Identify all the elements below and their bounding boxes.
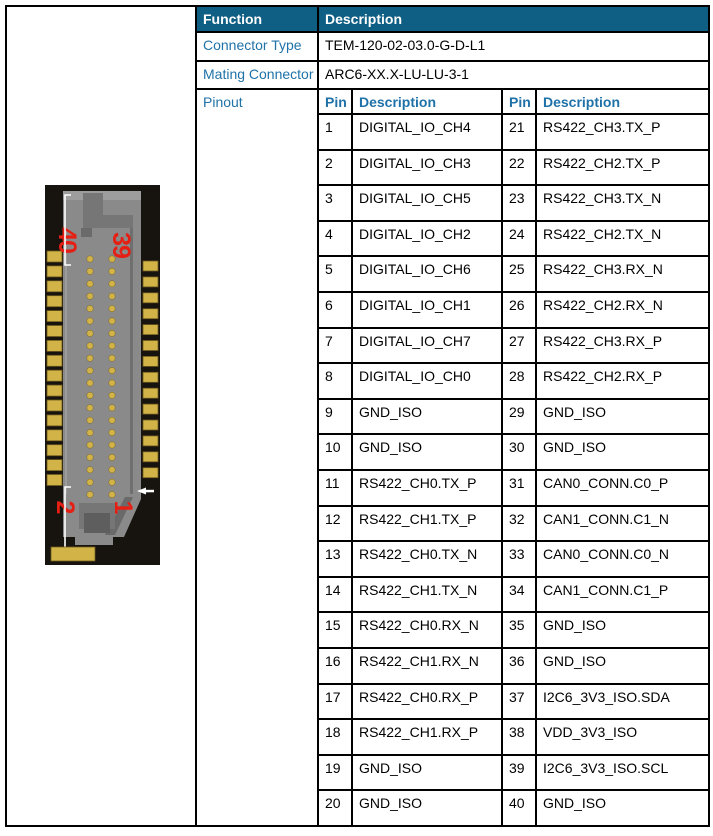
pin-number-cell: 35 [502,612,536,648]
pin-description-cell: RS422_CH2.RX_P [536,363,709,399]
pin-number-cell: 36 [502,648,536,684]
connector-photo [45,185,160,565]
pin-number-cell: 31 [502,470,536,506]
pin-number-cell: 11 [318,470,352,506]
pin-description-cell: RS422_CH1.RX_N [352,648,502,684]
pin-description-cell: DIGITAL_IO_CH5 [352,185,502,221]
pin-number-cell: 8 [318,363,352,399]
pin-number-cell: 23 [502,185,536,221]
pin-description-cell: RS422_CH2.TX_N [536,221,709,257]
pin-description-cell: RS422_CH3.RX_P [536,328,709,364]
pin1-label: 1 [109,500,137,514]
mating-connector-label: Mating Connector [196,61,318,89]
pin-description-cell: RS422_CH1.RX_P [352,719,502,755]
pinout-label: Pinout [196,89,318,826]
connector-type-label: Connector Type [196,32,318,61]
pin-number-cell: 13 [318,541,352,577]
pin-number-cell: 3 [318,185,352,221]
pin-col-header-right: Pin [502,89,536,114]
desc-col-header-left: Description [352,89,502,114]
pin-number-cell: 17 [318,684,352,720]
pin-description-cell: CAN1_CONN.C1_N [536,506,709,542]
pin-description-cell: I2C6_3V3_ISO.SCL [536,755,709,791]
pin-description-cell: GND_ISO [536,434,709,470]
pin-number-cell: 32 [502,506,536,542]
pin-number-cell: 37 [502,684,536,720]
pin-description-cell: I2C6_3V3_ISO.SDA [536,684,709,720]
pin-description-cell: GND_ISO [536,612,709,648]
pin-description-cell: DIGITAL_IO_CH2 [352,221,502,257]
pin-description-cell: RS422_CH2.RX_N [536,292,709,328]
pin-number-cell: 33 [502,541,536,577]
pin40-label: 40 [53,227,81,253]
pin-description-cell: RS422_CH0.RX_N [352,612,502,648]
pin-description-cell: GND_ISO [536,790,709,826]
pin-description-cell: DIGITAL_IO_CH4 [352,114,502,150]
pin-number-cell: 39 [502,755,536,791]
body-left-highlight [65,228,67,494]
pin-number-cell: 4 [318,221,352,257]
pin-description-cell: GND_ISO [536,399,709,435]
pin-description-cell: DIGITAL_IO_CH6 [352,256,502,292]
pin-number-cell: 16 [318,648,352,684]
pin-number-cell: 1 [318,114,352,150]
pin-number-cell: 34 [502,577,536,613]
pin-number-cell: 30 [502,434,536,470]
pin-description-cell: GND_ISO [352,790,502,826]
mating-connector-value: ARC6-XX.X-LU-LU-3-1 [318,61,709,89]
body-right-shadow [130,228,133,494]
pin-description-cell: RS422_CH3.TX_P [536,114,709,150]
pin-number-cell: 40 [502,790,536,826]
connector-figure-cell [6,6,196,826]
pin-description-cell: RS422_CH1.TX_N [352,577,502,613]
desc-col-header-right: Description [536,89,709,114]
pin-number-cell: 24 [502,221,536,257]
pin-description-cell: RS422_CH0.RX_P [352,684,502,720]
pin-description-cell: RS422_CH0.TX_P [352,470,502,506]
pin-description-cell: RS422_CH1.TX_P [352,506,502,542]
description-column-header: Description [318,6,709,32]
pin-number-cell: 27 [502,328,536,364]
pin-description-cell: GND_ISO [352,434,502,470]
pin-number-cell: 29 [502,399,536,435]
pin-number-cell: 38 [502,719,536,755]
pin-description-cell: RS422_CH3.RX_N [536,256,709,292]
pin-number-cell: 10 [318,434,352,470]
pin-description-cell: GND_ISO [536,648,709,684]
connector-pinout-table [5,5,710,827]
pin-number-cell: 5 [318,256,352,292]
pin-number-cell: 18 [318,719,352,755]
pin-number-cell: 25 [502,256,536,292]
pin-description-cell: GND_ISO [352,755,502,791]
function-column-header: Function [196,6,318,32]
pin-number-cell: 6 [318,292,352,328]
pin2-label: 2 [51,500,79,514]
pin-number-cell: 21 [502,114,536,150]
pin-description-cell: CAN1_CONN.C1_P [536,577,709,613]
pin-number-cell: 28 [502,363,536,399]
pin-number-cell: 2 [318,150,352,186]
pin-description-cell: CAN0_CONN.C0_P [536,470,709,506]
connector-type-value: TEM-120-02-03.0-G-D-L1 [318,32,709,61]
pin-description-cell: DIGITAL_IO_CH1 [352,292,502,328]
pin-description-cell: DIGITAL_IO_CH3 [352,150,502,186]
pin-number-cell: 7 [318,328,352,364]
pin-description-cell: DIGITAL_IO_CH7 [352,328,502,364]
pin-description-cell: RS422_CH3.TX_N [536,185,709,221]
pin-col-header-left: Pin [318,89,352,114]
pin-description-cell: VDD_3V3_ISO [536,719,709,755]
pin-number-cell: 26 [502,292,536,328]
pin-number-cell: 20 [318,790,352,826]
pin39-label: 39 [107,232,135,258]
pin-number-cell: 14 [318,577,352,613]
pin-description-cell: CAN0_CONN.C0_N [536,541,709,577]
pin-number-cell: 9 [318,399,352,435]
pin-number-cell: 22 [502,150,536,186]
pin-number-cell: 19 [318,755,352,791]
pin-description-cell: GND_ISO [352,399,502,435]
pin-number-cell: 12 [318,506,352,542]
pin-description-cell: RS422_CH2.TX_P [536,150,709,186]
bottom-slot-inner [84,513,110,533]
pin-number-cell: 15 [318,612,352,648]
polarization-pad [51,547,95,561]
table-header-row [6,6,709,32]
notch-shadow [81,228,92,237]
pin-description-cell: DIGITAL_IO_CH0 [352,363,502,399]
pin-description-cell: RS422_CH0.TX_N [352,541,502,577]
